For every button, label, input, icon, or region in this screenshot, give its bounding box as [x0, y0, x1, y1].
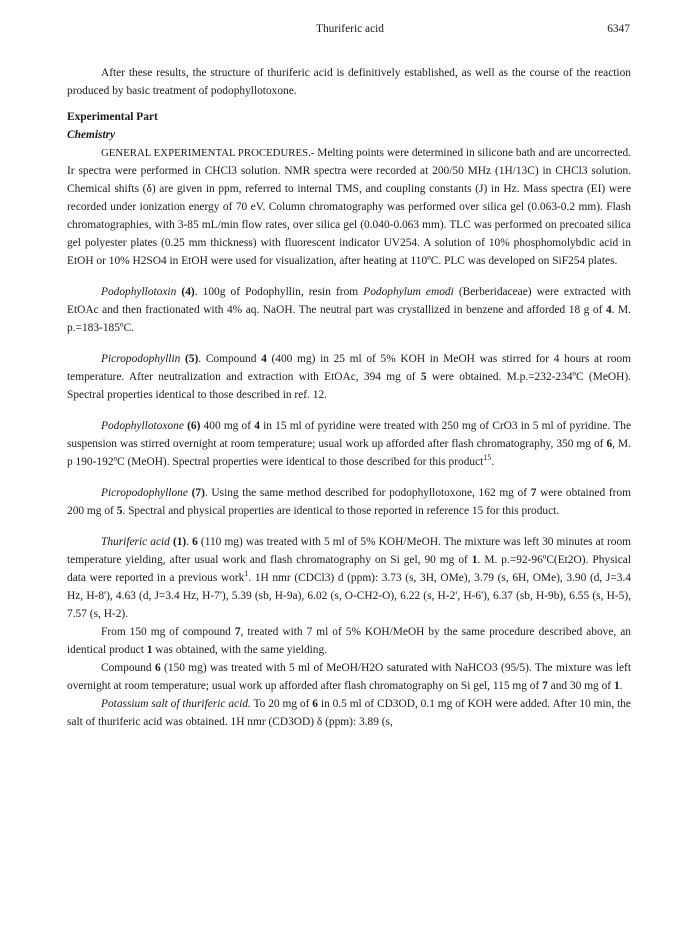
intro-paragraph: After these results, the structure of thuriferic acid is definitively established, as well as the course of the reaction produced by basic treatment of podophyllotoxone. — [67, 67, 631, 97]
paragraph-text: (Berberidaceae) were extracted with EtOAc and then fractionated with 4% aq. NaOH. The neutral part was crystallized in benzene and afforded 18 g of — [67, 286, 631, 316]
podophyllotoxin-paragraph — [67, 283, 631, 337]
picropodophyllin-paragraph — [67, 350, 631, 404]
reference-superscript: 1 — [244, 569, 249, 579]
paragraph-text: Compound — [101, 662, 155, 674]
compound-ref: 5 — [420, 371, 427, 383]
compound-number: (6) — [187, 420, 201, 432]
compound-name: Podophyllotoxin — [101, 286, 177, 298]
paragraph-text: . — [186, 536, 193, 548]
paragraph-text: From 150 mg of compound — [101, 626, 235, 638]
page-number: 6347 — [607, 23, 630, 35]
general-procedures-paragraph — [67, 144, 631, 270]
compound-ref: 6 — [192, 536, 198, 548]
species-name: Podophylum emodi — [363, 286, 454, 298]
paragraph-text: . — [619, 680, 623, 692]
compound-number: (4) — [181, 286, 195, 298]
compound-ref: 6 — [606, 438, 613, 450]
compound-name: Potassium salt of thuriferic acid. — [101, 698, 251, 710]
compound-ref: 6 — [312, 698, 318, 710]
compound-name: Thuriferic acid — [101, 536, 170, 548]
paragraph-text: in 15 ml of pyridine were treated with 250 mg of CrO3 in 5 ml of pyridine. The suspension was stirred overnight at room temperature; usual work up afforded after flash chromatography, 350 mg of — [67, 420, 631, 450]
compound-number: (7) — [191, 487, 205, 499]
paragraph-text: . M. p.=92-96ºC(Et2O). Physical data were reported in a previous work — [67, 554, 631, 584]
paragraph-text: in 0.5 ml of CD3OD, 0.1 mg of KOH were added. After 10 min, the salt of thuriferic acid was obtained. 1H nmr (CD3OD) δ (ppm): 3.89 (s, — [67, 698, 631, 728]
paragraph-text: was obtained, with the same yielding. — [152, 644, 328, 656]
thuriferic-acid-paragraph — [67, 533, 631, 623]
paragraph-text: (110 mg) was treated with 5 ml of 5% KOH/MeOH. The mixture was left 30 minutes at room temperature yielding, after usual work and flash chromatography on Si gel, 90 mg of — [67, 536, 631, 566]
compound-ref: 4 — [261, 353, 267, 365]
section-heading: Experimental Part — [67, 111, 158, 123]
picropodophyllone-paragraph — [67, 484, 631, 520]
paragraph-text: , M. p 190-192ºC (MeOH). Spectral properties were identical to those described for this product — [67, 438, 632, 468]
running-header — [70, 20, 630, 36]
paragraph-text: and 30 mg of — [547, 680, 614, 692]
compound-ref: 6 — [155, 662, 161, 674]
compound-name: Picropodophyllone — [101, 487, 188, 499]
podophyllotoxone-paragraph — [67, 417, 631, 471]
paragraph-text: , treated with 7 ml of 5% KOH/MeOH by the same procedure described above, an identical product — [67, 626, 631, 656]
general-procedures-text: Melting points were determined in silicone bath and are uncorrected. Ir spectra were performed in CHCl3 solution. NMR spectra were recorded at 200/50 MHz (1H/13C) in CHCl3 solution. Chemical shifts (δ) are given in ppm, referred to internal TMS, and coupling constants (J) in Hz. Mass spectra (EI) were recorded under ionization energy of 70 eV. Column chromatography was performed over silica gel (0.063-0.2 mm). Flash chromatographies, with 3-85 mL/min flow rates, over silica gel (0.040-0.063 mm). TLC was performed on precoated silica gel polyester plates (0.25 mm thickness) with fluorescent indicator UV254. A solution of 10% phosphomolybdic acid in EtOH or 10% H2SO4 in EtOH were used for visualization, after heating at 110ºC. PLC was developed on SiF254 plates. — [67, 147, 631, 267]
paragraph-text: . 1H nmr (CDCl3) d (ppm): 3.73 (s, 3H, OMe), 3.79 (s, 6H, OMe), 3.90 (d, J=3.4 Hz, H-8'), 4.63 (d, J=3.4 Hz, H-7'), 5.39 (sb, H-9a), 6.02 (s, O-CH2-O), 6.22 (s, H-2', H-6'), 6.37 (sb, H-9b), 6.55 (s, H-5), 7.57 (s, H-2). — [67, 572, 631, 620]
reference-superscript: 15 — [483, 453, 492, 463]
compound-ref: 4 — [605, 304, 612, 316]
from-compound-7-paragraph — [67, 623, 631, 659]
article-body — [67, 64, 631, 731]
compound-ref: 1 — [613, 680, 620, 692]
compound-number: (5) — [185, 353, 199, 365]
paragraph-text: . 100g of Podophyllin, resin from — [194, 286, 364, 298]
running-title: Thuriferic acid — [316, 23, 384, 35]
paragraph-text: . Compound — [198, 353, 262, 365]
compound-6-paragraph — [67, 659, 631, 695]
compound-number: (1) — [172, 536, 187, 548]
compound-ref: 1 — [146, 644, 153, 656]
subsection-heading: Chemistry — [67, 129, 116, 141]
paragraph-text: were obtained from 200 mg of — [67, 487, 631, 517]
general-procedures-label: GENERAL EXPERIMENTAL PROCEDURES.- — [101, 147, 315, 159]
paragraph-text: . Spectral and physical properties are identical to those reported in reference 15 for this product. — [122, 505, 560, 517]
paragraph-text: . M. p.=183-185ºC. — [67, 304, 631, 334]
paragraph-text: To 20 mg of — [250, 698, 313, 710]
compound-ref: 7 — [234, 626, 241, 638]
paragraph-text: 400 mg of — [200, 420, 255, 432]
compound-ref: 1 — [471, 554, 478, 566]
paragraph-text: . — [491, 456, 495, 468]
compound-ref: 5 — [116, 505, 123, 517]
paragraph-text: . Using the same method described for podophyllotoxone, 162 mg of — [204, 487, 531, 499]
paragraph-text: were obtained. M.p.=232-234ºC (MeOH). Spectral properties identical to those described in ref. 12. — [67, 371, 631, 401]
compound-name: Podophyllotoxone — [101, 420, 184, 432]
compound-ref: 7 — [542, 680, 548, 692]
compound-ref: 4 — [254, 420, 260, 432]
compound-name: Picropodophyllin — [101, 353, 181, 365]
paragraph-text: (400 mg) in 25 ml of 5% KOH in MeOH was stirred for 4 hours at room temperature. After neutralization and extraction with EtOAc, 394 mg of — [67, 353, 631, 383]
paragraph-text: (150 mg) was treated with 5 ml of MeOH/H2O saturated with NaHCO3 (95/5). The mixture was left overnight at room temperature; usual work up afforded after flash chromatography on Si gel, 115 mg of — [67, 662, 631, 692]
compound-ref: 7 — [530, 487, 537, 499]
potassium-salt-paragraph — [67, 695, 631, 731]
